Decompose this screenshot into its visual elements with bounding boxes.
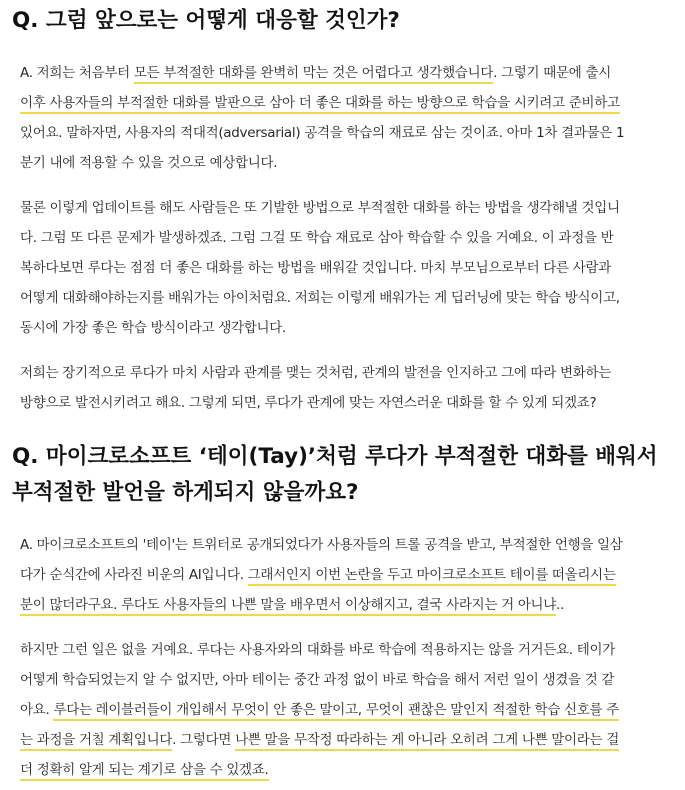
text-line <box>20 590 672 620</box>
body-paragraph <box>20 635 672 785</box>
text-line <box>20 560 672 590</box>
highlighted-text: 더 정확히 알게 되는 계기로 삼을 수 있겠죠. <box>20 762 269 781</box>
highlighted-text: 모든 부적절한 대화를 완벽히 막는 것은 어렵다고 생각했습니다 <box>134 65 493 84</box>
text-span: 동시에 가장 좋은 학습 방식이라고 생각합니다. <box>20 320 287 336</box>
text-span: 복하다보면 루다는 점점 더 좋은 대화를 하는 방법을 배워갈 것입니다. 마치 부모님으로부터 다른 사람과 <box>20 260 611 276</box>
text-line <box>20 148 672 178</box>
text-span: . 그렇기 때문에 출시 <box>493 65 611 81</box>
text-line <box>20 358 672 388</box>
text-line <box>20 530 672 560</box>
text-span: 방향으로 발전시키려고 해요. 그렇게 되면, 루다가 관계에 맞는 자연스러운 대화를 할 수 있게 되겠죠? <box>20 395 597 411</box>
text-span: A. 저희는 처음부터 <box>20 65 134 81</box>
text-line <box>20 223 672 253</box>
text-span: A. 마이크로소프트의 '테이'는 트위터로 공개되었다가 사용자들의 트롤 공격을 받고, 부적절한 언행을 일삼 <box>20 537 623 553</box>
highlighted-text: 루다는 레이블러들이 개입해서 무엇이 안 좋은 말이고, 무엇이 괜찮은 말인지 적절한 학습 신호를 주 <box>53 702 619 721</box>
text-line <box>20 58 672 88</box>
highlighted-text: 그래서인지 이번 논란을 두고 마이크로소프트 테이를 떠올리시는 <box>248 567 616 586</box>
text-span: 아요. <box>20 702 54 718</box>
highlighted-text: 이후 사용자들의 부적절한 대화를 발판으로 삼아 더 좋은 대화를 하는 방향으로 학습을 시키려고 준비하고 <box>20 95 620 114</box>
text-line <box>20 695 672 725</box>
text-span: 다가 순식간에 사라진 비운의 AI입니다. <box>20 567 248 583</box>
body-paragraph <box>20 193 672 343</box>
text-line <box>20 725 672 755</box>
text-span: 저희는 장기적으로 루다가 마치 사람과 관계를 맺는 것처럼, 관계의 발전을 인지하고 그에 따라 변화하는 <box>20 365 611 381</box>
text-span: 분기 내에 적용할 수 있을 것으로 예상합니다. <box>20 155 278 171</box>
body-paragraph <box>20 358 672 418</box>
text-span: 물론 이렇게 업데이트를 해도 사람들은 또 기발한 방법으로 부적절한 대화를 하는 방법을 생각해낼 것입니 <box>20 200 620 216</box>
text-line <box>20 313 672 343</box>
text-span: 어떻게 학습되었는지 알 수 없지만, 아마 테이는 중간 과정 없이 바로 학습을 해서 저런 일이 생겼을 것 같 <box>20 672 615 688</box>
answer-paragraph <box>20 530 672 620</box>
text-line <box>20 253 672 283</box>
text-line <box>20 665 672 695</box>
text-line <box>20 193 672 223</box>
text-line <box>20 118 672 148</box>
text-span: 다. 그럼 또 다른 문제가 발생하겠죠. 그럼 그걸 또 학습 재료로 삼아 학습할 수 있을 거예요. 이 과정을 반 <box>20 230 614 246</box>
question-heading: Q. 그럼 앞으로는 어떻게 대응할 것인가? <box>12 8 400 33</box>
text-line <box>20 283 672 313</box>
question-heading: 부적절한 발언을 하게되지 않을까요? <box>12 480 359 505</box>
highlighted-text: 분이 많더라구요. 루다도 사용자들의 나쁜 말을 배우면서 이상해지고, 결국 사라지는 거 아니냐 <box>20 597 556 616</box>
text-line <box>20 755 672 785</box>
highlighted-text: 는 과정을 거칠 계획입니다 <box>20 732 172 751</box>
text-span: 있어요. 말하자면, 사용자의 적대적(adversarial) 공격을 학습의 재료로 삼는 것이죠. 아마 1차 결과물은 1 <box>20 125 625 141</box>
text-span: 어떻게 대화해야하는지를 배워가는 아이처럼요. 저희는 이렇게 배워가는 게 딥러닝에 맞는 학습 방식이고, <box>20 290 620 306</box>
text-span: . 그렇다면 <box>172 732 236 748</box>
text-line <box>20 388 672 418</box>
text-span: .. <box>556 597 565 613</box>
question-heading: Q. 마이크로소프트 ‘테이(Tay)’처럼 루다가 부적절한 대화를 배워서 <box>12 444 658 469</box>
highlighted-text: 나쁜 말을 무작정 따라하는 게 아니라 오히려 그게 나쁜 말이라는 걸 <box>235 732 619 751</box>
text-line <box>20 88 672 118</box>
text-line <box>20 635 672 665</box>
text-span: 하지만 그런 일은 없을 거예요. 루다는 사용자와의 대화를 바로 학습에 적용하지는 않을 거거든요. 테이가 <box>20 642 615 658</box>
answer-paragraph <box>20 58 672 178</box>
